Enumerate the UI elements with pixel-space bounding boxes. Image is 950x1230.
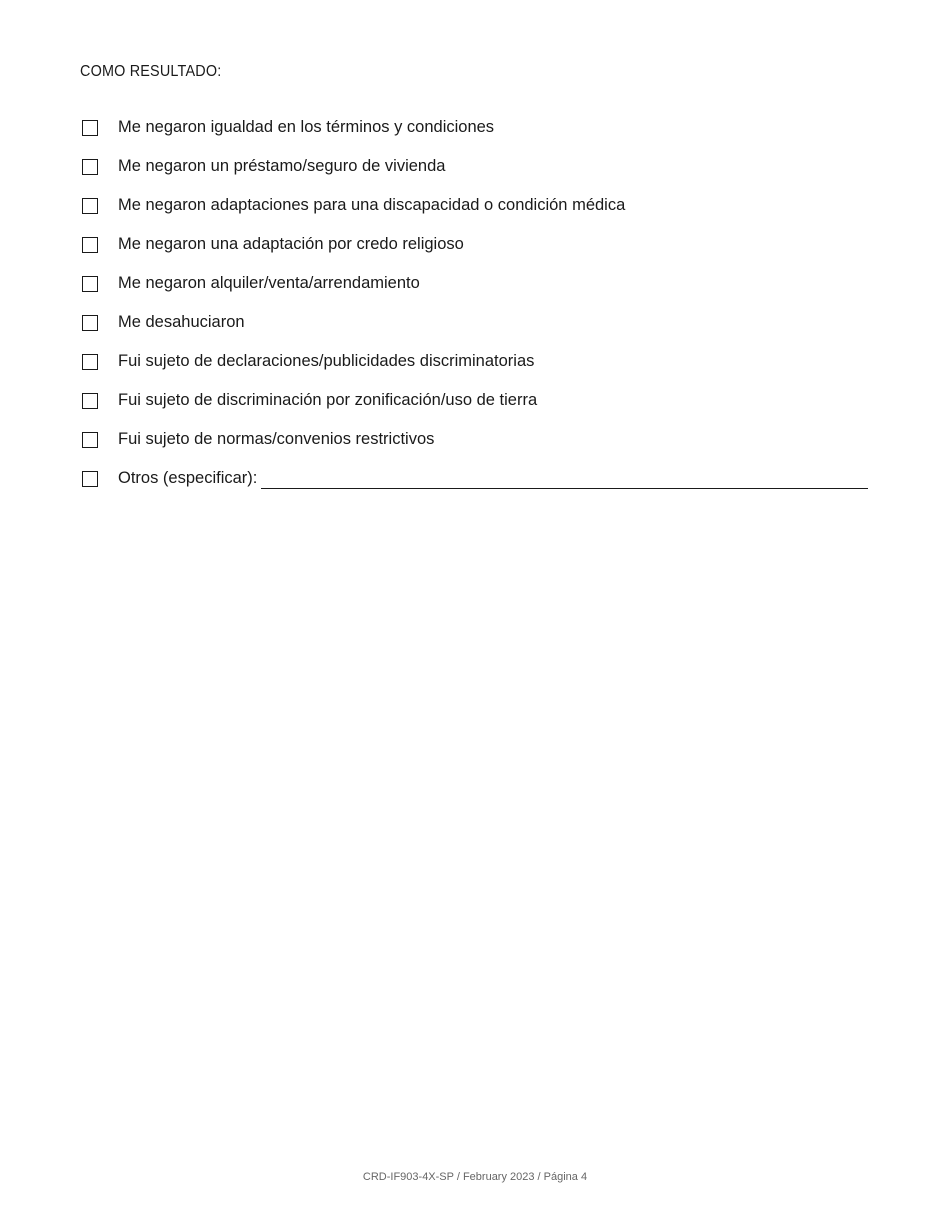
other-specify-field[interactable] xyxy=(261,472,868,489)
option-disability-accommodation-denied[interactable] xyxy=(82,186,882,225)
option-label: Me negaron una adaptación por credo religioso xyxy=(118,235,464,253)
checkbox[interactable] xyxy=(82,198,98,214)
checkbox[interactable] xyxy=(82,315,98,331)
section-heading: COMO RESULTADO: xyxy=(80,63,222,80)
checkbox[interactable] xyxy=(82,120,98,136)
option-loan-insurance-denied[interactable] xyxy=(82,147,882,186)
checkbox[interactable] xyxy=(82,432,98,448)
option-evicted[interactable] xyxy=(82,303,882,342)
checkbox[interactable] xyxy=(82,237,98,253)
option-label: Me negaron alquiler/venta/arrendamiento xyxy=(118,274,420,292)
option-zoning-discrimination[interactable] xyxy=(82,381,882,420)
option-label: Me negaron adaptaciones para una discapacidad o condición médica xyxy=(118,196,626,214)
option-label: Me negaron igualdad en los términos y condiciones xyxy=(118,118,495,136)
option-label: Fui sujeto de normas/convenios restrictivos xyxy=(118,430,435,448)
option-other[interactable] xyxy=(82,459,882,498)
checkbox[interactable] xyxy=(82,354,98,370)
checkbox[interactable] xyxy=(82,159,98,175)
option-label: Fui sujeto de declaraciones/publicidades discriminatorias xyxy=(118,352,535,370)
page-footer: CRD-IF903-4X-SP / February 2023 / Página 4 xyxy=(362,1171,588,1183)
result-options-list xyxy=(82,108,882,498)
checkbox[interactable] xyxy=(82,276,98,292)
option-unequal-terms[interactable] xyxy=(82,108,882,147)
option-restrictive-covenants[interactable] xyxy=(82,420,882,459)
checkbox[interactable] xyxy=(82,393,98,409)
option-label: Me negaron un préstamo/seguro de vivienda xyxy=(118,157,446,175)
option-religious-accommodation-denied[interactable] xyxy=(82,225,882,264)
checkbox[interactable] xyxy=(82,471,98,487)
option-label: Me desahuciaron xyxy=(118,313,245,331)
option-label: Fui sujeto de discriminación por zonificación/uso de tierra xyxy=(118,391,538,409)
option-discriminatory-statements[interactable] xyxy=(82,342,882,381)
option-label: Otros (especificar): xyxy=(118,469,258,487)
option-rent-sale-lease-denied[interactable] xyxy=(82,264,882,303)
